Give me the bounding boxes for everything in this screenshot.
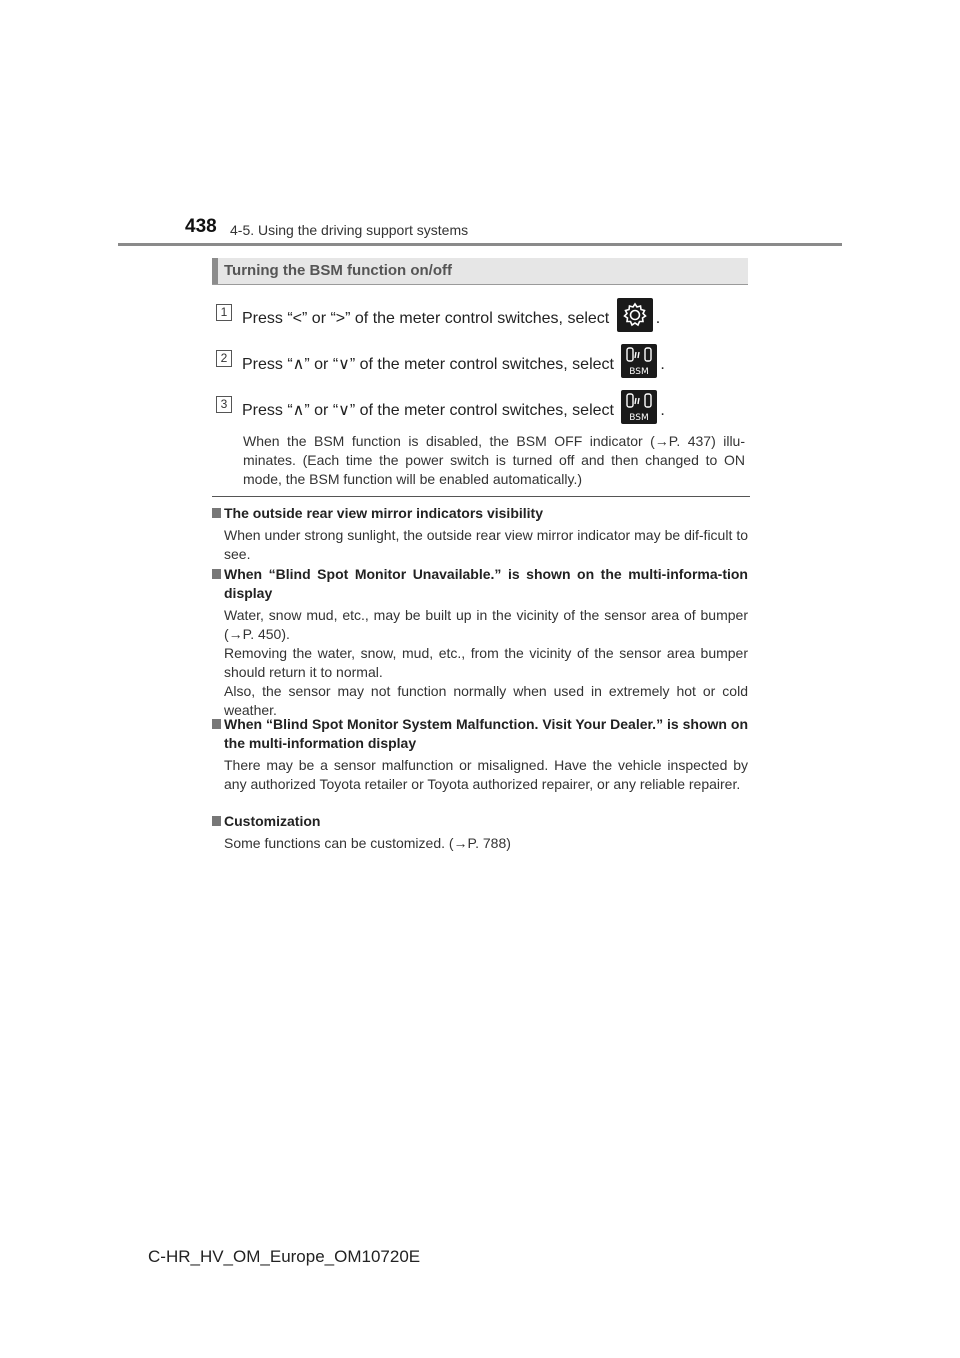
header-rule bbox=[118, 243, 842, 246]
gear-icon bbox=[617, 298, 653, 332]
step-text bbox=[242, 306, 660, 332]
step-number: 2 bbox=[216, 350, 232, 367]
info-body: Water, snow mud, etc., may be built up in the vicinity of the sensor area of bumper (→P. 450). Removing the water, snow, mud, etc., from the vicinity of the sensor area bumper should return it to normal. Also, the sensor may not function normally when used in extremely hot or cold weather. bbox=[224, 607, 748, 718]
step-end: . bbox=[660, 356, 665, 374]
svg-text:BSM: BSM bbox=[629, 367, 650, 377]
info-body: Some functions can be customized. (→P. 788) bbox=[224, 835, 511, 851]
step-2 bbox=[216, 350, 756, 384]
step-end: . bbox=[660, 402, 665, 420]
bsm-icon bbox=[621, 390, 657, 424]
section-title: 4-5. Using the driving support systems bbox=[230, 222, 469, 238]
info-customization bbox=[212, 812, 748, 853]
step-number: 3 bbox=[216, 396, 232, 413]
bullet-square bbox=[212, 569, 221, 579]
step-instruction: Press “∧” or “∨” of the meter control switches, select bbox=[242, 402, 614, 420]
bsm-note: When the BSM function is disabled, the BSM OFF indicator (→P. 437) illu-minates. (Each time the power switch is turned off and then changed to ON mode, the BSM function will be enabled automatically.) bbox=[243, 433, 745, 487]
step-text bbox=[242, 398, 665, 424]
bsm-icon bbox=[621, 344, 657, 378]
step-number: 1 bbox=[216, 304, 232, 321]
info-unavailable bbox=[212, 565, 748, 720]
step-1 bbox=[216, 304, 756, 338]
bullet-square bbox=[212, 508, 221, 518]
info-body: When under strong sunlight, the outside rear view mirror indicator may be dif-ficult to see. bbox=[224, 527, 748, 562]
info-malfunction bbox=[212, 715, 748, 794]
page-number: 438 bbox=[185, 216, 217, 237]
bullet-square bbox=[212, 816, 221, 826]
step-text bbox=[242, 352, 665, 378]
bullet-square bbox=[212, 719, 221, 729]
info-visibility bbox=[212, 504, 748, 564]
step-instruction: Press “∧” or “∨” of the meter control switches, select bbox=[242, 356, 614, 374]
footer-doc-id: C-HR_HV_OM_Europe_OM10720E bbox=[148, 1247, 421, 1266]
step-3 bbox=[216, 396, 756, 430]
divider bbox=[212, 496, 750, 497]
svg-text:BSM: BSM bbox=[629, 413, 650, 423]
step-end: . bbox=[655, 310, 661, 328]
info-body: There may be a sensor malfunction or misaligned. Have the vehicle inspected by any authorized Toyota retailer or Toyota authorized repairer, or any reliable repairer. bbox=[224, 757, 748, 792]
step-instruction: Press “<” or “>” of the meter control switches, select bbox=[242, 310, 610, 328]
info-title: Customization bbox=[212, 812, 748, 831]
info-title: When “Blind Spot Monitor Unavailable.” is shown on the multi-informa-tion display bbox=[212, 565, 748, 603]
heading-accent bbox=[212, 258, 218, 284]
heading-bar bbox=[212, 258, 748, 285]
heading-text: Turning the BSM function on/off bbox=[224, 262, 453, 279]
info-title: The outside rear view mirror indicators visibility bbox=[212, 504, 748, 523]
info-title: When “Blind Spot Monitor System Malfunction. Visit Your Dealer.” is shown on the multi-information display bbox=[212, 715, 748, 753]
